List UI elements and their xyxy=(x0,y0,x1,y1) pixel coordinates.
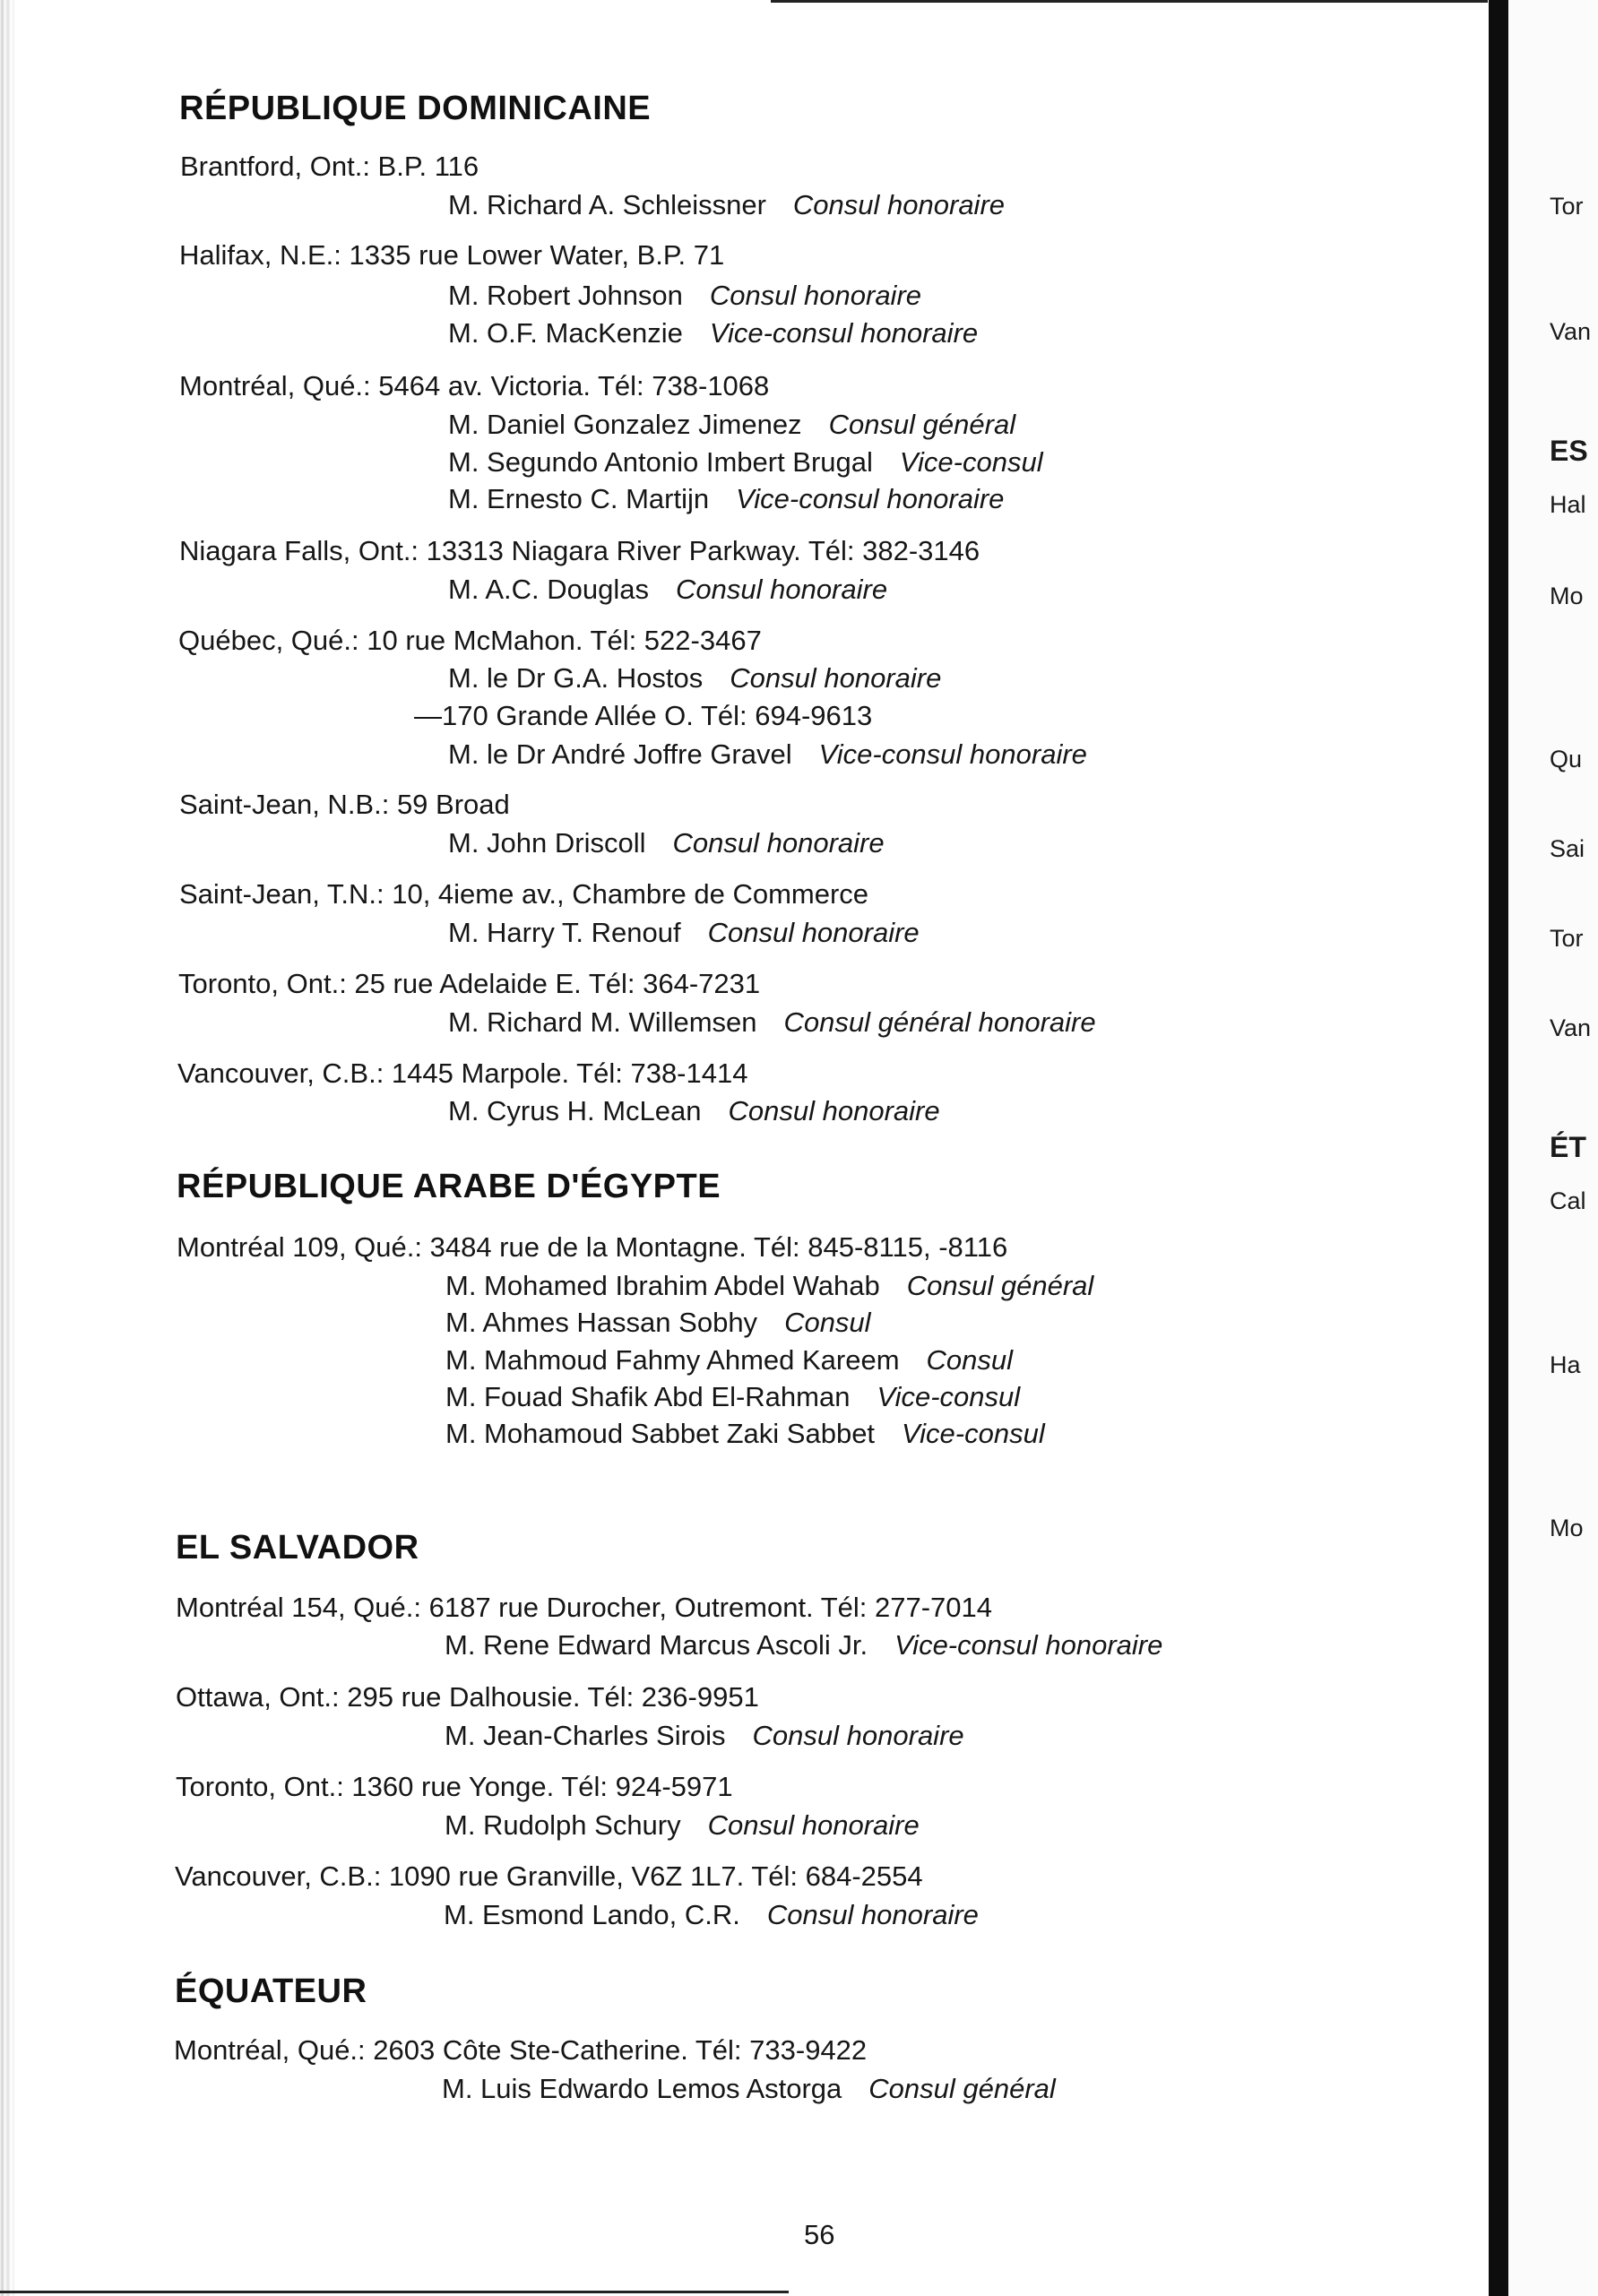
entry-address: Halifax, N.E.: 1335 rue Lower Water, B.P. 71 xyxy=(179,239,725,271)
person-name: M. Mohamed Ibrahim Abdel Wahab xyxy=(445,1270,880,1301)
person-title: Consul honoraire xyxy=(709,280,922,311)
section-title: RÉPUBLIQUE DOMINICAINE xyxy=(179,90,652,127)
person-title: Vice-consul honoraire xyxy=(736,483,1005,514)
facing-fragment: ES xyxy=(1550,435,1588,467)
person-line xyxy=(448,737,1087,773)
entry-address: Saint-Jean, T.N.: 10, 4ieme av., Chambre de Commerce xyxy=(179,878,869,910)
person-name: M. Ernesto C. Martijn xyxy=(448,483,710,514)
entry-address: Toronto, Ont.: 1360 rue Yonge. Tél: 924-5971 xyxy=(176,1771,733,1802)
facing-fragment: Tor xyxy=(1550,193,1584,220)
person-name: M. Luis Edwardo Lemos Astorga xyxy=(442,2073,842,2104)
entry-address: Montréal 109, Qué.: 3484 rue de la Montagne. Tél: 845-8115, -8116 xyxy=(177,1231,1008,1263)
person-name: M. Richard A. Schleissner xyxy=(448,189,766,220)
entry-address: Montréal, Qué.: 5464 av. Victoria. Tél: 738-1068 xyxy=(179,370,770,401)
person-line xyxy=(448,660,941,696)
person-line xyxy=(445,1305,871,1341)
facing-fragment: Mo xyxy=(1550,583,1584,609)
person-line xyxy=(442,2071,1056,2107)
person-line xyxy=(445,1268,1093,1304)
facing-fragment: Ha xyxy=(1550,1351,1581,1378)
person-name: M. Esmond Lando, C.R. xyxy=(444,1899,740,1930)
person-line xyxy=(448,825,885,861)
person-title: Vice-consul honoraire xyxy=(818,738,1087,770)
person-name: M. Mahmoud Fahmy Ahmed Kareem xyxy=(445,1344,900,1376)
person-name: M. Mohamoud Sabbet Zaki Sabbet xyxy=(445,1418,876,1449)
scan-left-edge xyxy=(0,0,14,2296)
person-title: Consul honoraire xyxy=(675,574,888,605)
person-name: M. Rene Edward Marcus Ascoli Jr. xyxy=(445,1629,868,1661)
person-line xyxy=(448,315,978,351)
facing-fragment: Hal xyxy=(1550,491,1586,518)
facing-page-edge xyxy=(1508,0,1598,2296)
person-line xyxy=(448,407,1015,443)
entry-address: Toronto, Ont.: 25 rue Adelaide E. Tél: 364-7231 xyxy=(178,968,761,999)
person-line xyxy=(448,278,921,314)
facing-fragment: ÉT xyxy=(1550,1131,1586,1163)
person-title: Consul honoraire xyxy=(752,1720,964,1751)
person-name: M. Cyrus H. McLean xyxy=(448,1095,702,1126)
person-title: Consul honoraire xyxy=(707,1809,920,1841)
person-name: M. O.F. MacKenzie xyxy=(448,317,683,349)
person-title: Consul général xyxy=(828,409,1016,440)
page-number: 56 xyxy=(804,2219,835,2250)
section-title: EL SALVADOR xyxy=(176,1529,419,1567)
person-title: Consul général xyxy=(906,1270,1094,1301)
book-spine xyxy=(1489,0,1508,2296)
person-line xyxy=(445,1627,1162,1663)
person-name: M. Robert Johnson xyxy=(448,280,683,311)
person-title: Vice-consul honoraire xyxy=(894,1629,1163,1661)
person-name: M. Richard M. Willemsen xyxy=(448,1006,757,1038)
person-line xyxy=(448,187,1005,223)
facing-fragment: Mo xyxy=(1550,1515,1584,1541)
person-name: M. John Driscoll xyxy=(448,827,646,859)
person-line xyxy=(445,1379,1020,1415)
section-title: RÉPUBLIQUE ARABE D'ÉGYPTE xyxy=(177,1168,721,1205)
entry-address: Niagara Falls, Ont.: 13313 Niagara River Parkway. Tél: 382-3146 xyxy=(179,535,980,566)
person-line xyxy=(445,1342,1013,1378)
person-name: M. Fouad Shafik Abd El-Rahman xyxy=(445,1381,851,1412)
facing-fragment: Cal xyxy=(1550,1187,1586,1214)
person-line xyxy=(448,445,1043,480)
person-title: Consul honoraire xyxy=(730,662,942,694)
person-title: Consul général xyxy=(868,2073,1056,2104)
person-title: Consul honoraire xyxy=(728,1095,940,1126)
entry-address: Montréal, Qué.: 2603 Côte Ste-Catherine. Tél: 733-9422 xyxy=(174,2034,868,2066)
person-name: M. A.C. Douglas xyxy=(448,574,649,605)
person-line xyxy=(445,1718,964,1754)
entry-address: Brantford, Ont.: B.P. 116 xyxy=(180,151,479,182)
person-title: Consul honoraire xyxy=(766,1899,979,1930)
person-title: Vice-consul xyxy=(902,1418,1045,1449)
person-title: Consul honoraire xyxy=(672,827,885,859)
person-line xyxy=(448,915,920,951)
person-name: M. Daniel Gonzalez Jimenez xyxy=(448,409,802,440)
person-name: M. Jean-Charles Sirois xyxy=(445,1720,726,1751)
person-line xyxy=(448,481,1004,517)
person-line xyxy=(445,1416,1045,1452)
facing-fragment: Van xyxy=(1550,1014,1592,1041)
person-title: Consul honoraire xyxy=(792,189,1006,220)
facing-fragment: Sai xyxy=(1550,835,1585,862)
entry-address: Vancouver, C.B.: 1090 rue Granville, V6Z 1L7. Tél: 684-2554 xyxy=(175,1860,923,1892)
scan-bottom-edge xyxy=(0,2291,789,2293)
person-name: M. le Dr André Joffre Gravel xyxy=(448,738,792,770)
entry-address: Saint-Jean, N.B.: 59 Broad xyxy=(179,789,510,820)
person-title: Vice-consul honoraire xyxy=(709,317,979,349)
facing-fragment: Qu xyxy=(1550,746,1583,773)
entry-address: Ottawa, Ont.: 295 rue Dalhousie. Tél: 236-9951 xyxy=(176,1681,759,1713)
entry-address: Québec, Qué.: 10 rue McMahon. Tél: 522-3467 xyxy=(178,625,762,656)
person-line xyxy=(444,1897,979,1933)
person-line xyxy=(445,1808,920,1843)
person-line xyxy=(448,572,887,608)
person-title: Vice-consul xyxy=(899,446,1043,478)
scan-top-edge xyxy=(771,0,1488,3)
section-title: ÉQUATEUR xyxy=(175,1972,367,2010)
entry-sub-address: —170 Grande Allée O. Tél: 694-9613 xyxy=(414,700,873,731)
person-line xyxy=(448,1005,1096,1040)
person-name: M. Segundo Antonio Imbert Brugal xyxy=(448,446,873,478)
person-title: Consul xyxy=(784,1307,871,1338)
person-name: M. Ahmes Hassan Sobhy xyxy=(445,1307,758,1338)
person-line xyxy=(448,1093,940,1129)
person-name: M. Rudolph Schury xyxy=(445,1809,681,1841)
facing-fragment: Tor xyxy=(1550,925,1584,952)
person-title: Consul général honoraire xyxy=(783,1006,1096,1038)
person-name: M. le Dr G.A. Hostos xyxy=(448,662,704,694)
person-title: Consul xyxy=(926,1344,1014,1376)
entry-address: Vancouver, C.B.: 1445 Marpole. Tél: 738-1414 xyxy=(177,1057,748,1089)
facing-fragment: Van xyxy=(1550,318,1592,345)
person-name: M. Harry T. Renouf xyxy=(448,917,681,948)
entry-address: Montréal 154, Qué.: 6187 rue Durocher, Outremont. Tél: 277-7014 xyxy=(176,1592,993,1623)
person-title: Vice-consul xyxy=(877,1381,1021,1412)
person-title: Consul honoraire xyxy=(707,917,920,948)
